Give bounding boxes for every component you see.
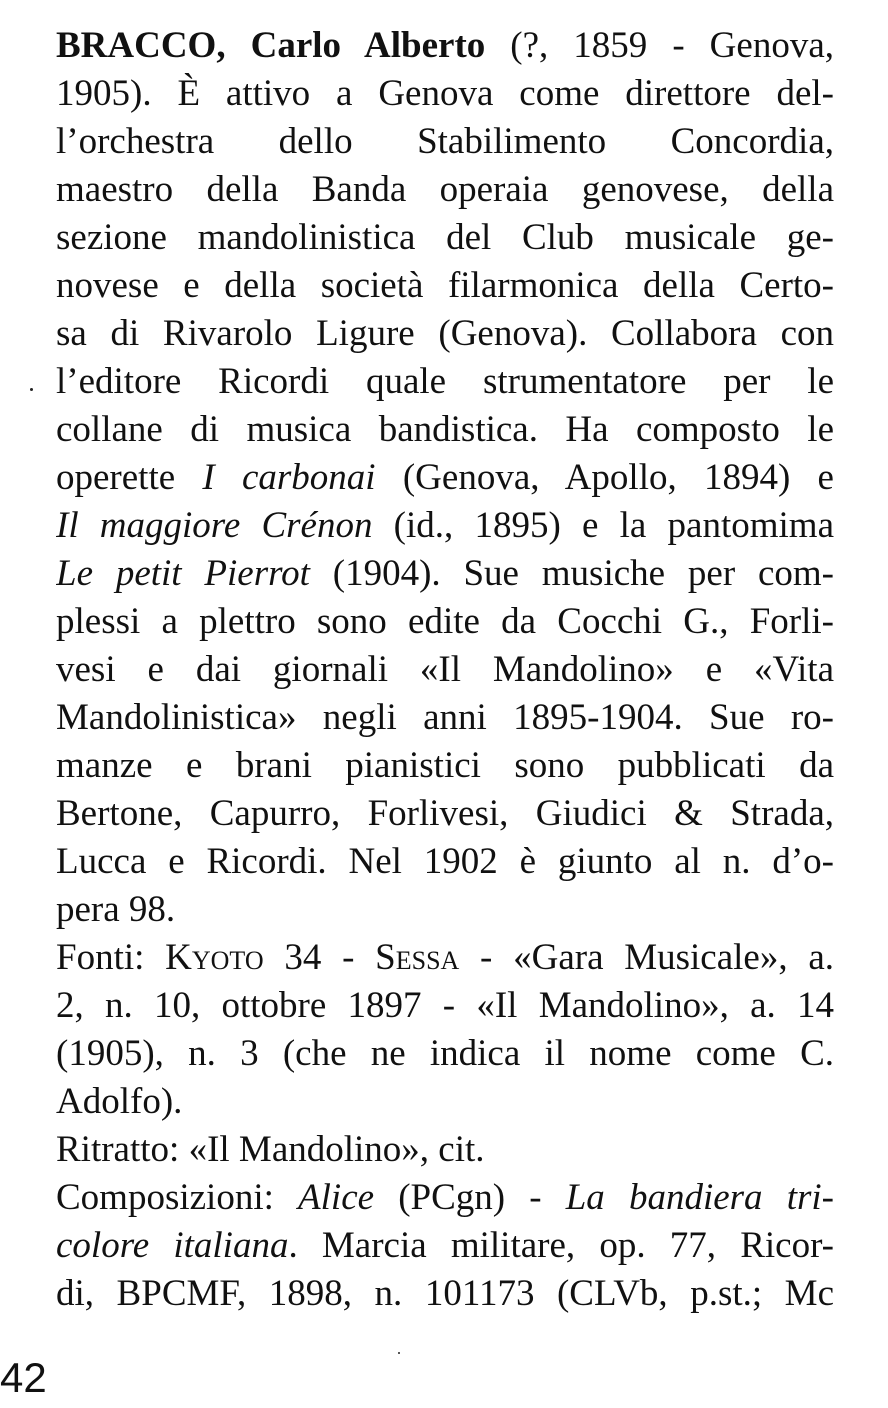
sources-line-2 <box>56 982 834 1030</box>
entry-line-18 <box>56 838 834 886</box>
entry-line-13 <box>56 598 834 646</box>
entry-text: sezione mandolinistica del Club musicale ge- <box>56 217 834 258</box>
page-number: 42 <box>0 1354 47 1401</box>
dictionary-entry <box>56 22 834 1318</box>
sources-line-3 <box>56 1030 834 1078</box>
entry-text: (id., 1895) e la pantomima <box>372 505 834 546</box>
work-title: I carbonai <box>202 457 376 498</box>
entry-line-1 <box>56 22 834 70</box>
entry-text: di, BPCMF, 1898, n. 101173 (CLVb, p.st.; Mc <box>56 1273 834 1314</box>
compositions-label: Composizioni: <box>56 1177 299 1218</box>
work-title: Le petit Pierrot <box>56 553 310 594</box>
entry-text: l’editore Ricordi quale strumentatore per le <box>56 361 834 402</box>
work-title: colore italiana <box>56 1225 289 1266</box>
entry-line-5 <box>56 214 834 262</box>
entry-text: 2, n. 10, ottobre 1897 - «Il Mandolino», a. 14 <box>56 985 834 1026</box>
entry-text: . Marcia militare, op. 77, Ricor- <box>288 1225 834 1266</box>
entry-text: Lucca e Ricordi. Nel 1902 è giunto al n. d’o- <box>56 841 834 882</box>
entry-line-4 <box>56 166 834 214</box>
entry-text: Mandolinistica» negli anni 1895-1904. Sue ro- <box>56 697 834 738</box>
entry-line-2 <box>56 70 834 118</box>
entry-line-15 <box>56 694 834 742</box>
entry-text: maestro della Banda operaia genovese, della <box>56 169 834 210</box>
sources-line-1 <box>56 934 834 982</box>
entry-line-16 <box>56 742 834 790</box>
scan-speck <box>398 1352 400 1354</box>
compositions-line-3 <box>56 1270 834 1318</box>
entry-line-10 <box>56 454 834 502</box>
work-title: Il maggiore Crénon <box>56 505 373 546</box>
entry-text: sa di Rivarolo Ligure (Genova). Collabora con <box>56 313 834 354</box>
source-abbrev: Kyoto <box>165 937 264 978</box>
entry-text: Bertone, Capurro, Forlivesi, Giudici & Strada, <box>56 793 834 834</box>
entry-text: (1905), n. 3 (che ne indica il nome come C. <box>56 1033 834 1074</box>
entry-line-3 <box>56 118 834 166</box>
entry-text: manze e brani pianistici sono pubblicati da <box>56 745 834 786</box>
entry-text: 1905). È attivo a Genova come direttore del- <box>56 73 834 114</box>
portrait-line <box>56 1126 834 1174</box>
scan-speck <box>30 388 33 391</box>
entry-line-7 <box>56 310 834 358</box>
entry-text: Adolfo). <box>56 1081 183 1122</box>
entry-text: l’orchestra dello Stabilimento Concordia, <box>56 121 834 162</box>
entry-text: (?, 1859 - Genova, <box>485 25 834 66</box>
entry-line-9 <box>56 406 834 454</box>
entry-headword: BRACCO, Carlo Alberto <box>56 25 486 66</box>
entry-text: operette <box>56 457 203 498</box>
entry-line-12 <box>56 550 834 598</box>
work-title: La bandiera tri- <box>565 1177 834 1218</box>
entry-text: (Genova, Apollo, 1894) e <box>375 457 834 498</box>
entry-text: collane di musica bandistica. Ha composto le <box>56 409 834 450</box>
entry-text: - «Gara Musicale», a. <box>459 937 834 978</box>
entry-text: Ritratto: «Il Mandolino», cit. <box>56 1129 485 1170</box>
entry-text: 34 - <box>263 937 376 978</box>
entry-line-8 <box>56 358 834 406</box>
entry-text: (PCgn) - <box>374 1177 566 1218</box>
entry-text: novese e della società filarmonica della Certo- <box>56 265 834 306</box>
entry-line-6 <box>56 262 834 310</box>
entry-line-14 <box>56 646 834 694</box>
sources-line-4 <box>56 1078 834 1126</box>
compositions-line-2 <box>56 1222 834 1270</box>
compositions-line-1 <box>56 1174 834 1222</box>
entry-line-19 <box>56 886 834 934</box>
entry-line-17 <box>56 790 834 838</box>
entry-text: (1904). Sue musiche per com- <box>309 553 834 594</box>
entry-text: vesi e dai giornali «Il Mandolino» e «Vita <box>56 649 834 690</box>
entry-line-11 <box>56 502 834 550</box>
entry-text: pera 98. <box>56 889 176 930</box>
sources-label: Fonti: <box>56 937 166 978</box>
work-title: Alice <box>298 1177 375 1218</box>
source-abbrev: Sessa <box>375 937 460 978</box>
entry-text: plessi a plettro sono edite da Cocchi G., Forli- <box>56 601 834 642</box>
